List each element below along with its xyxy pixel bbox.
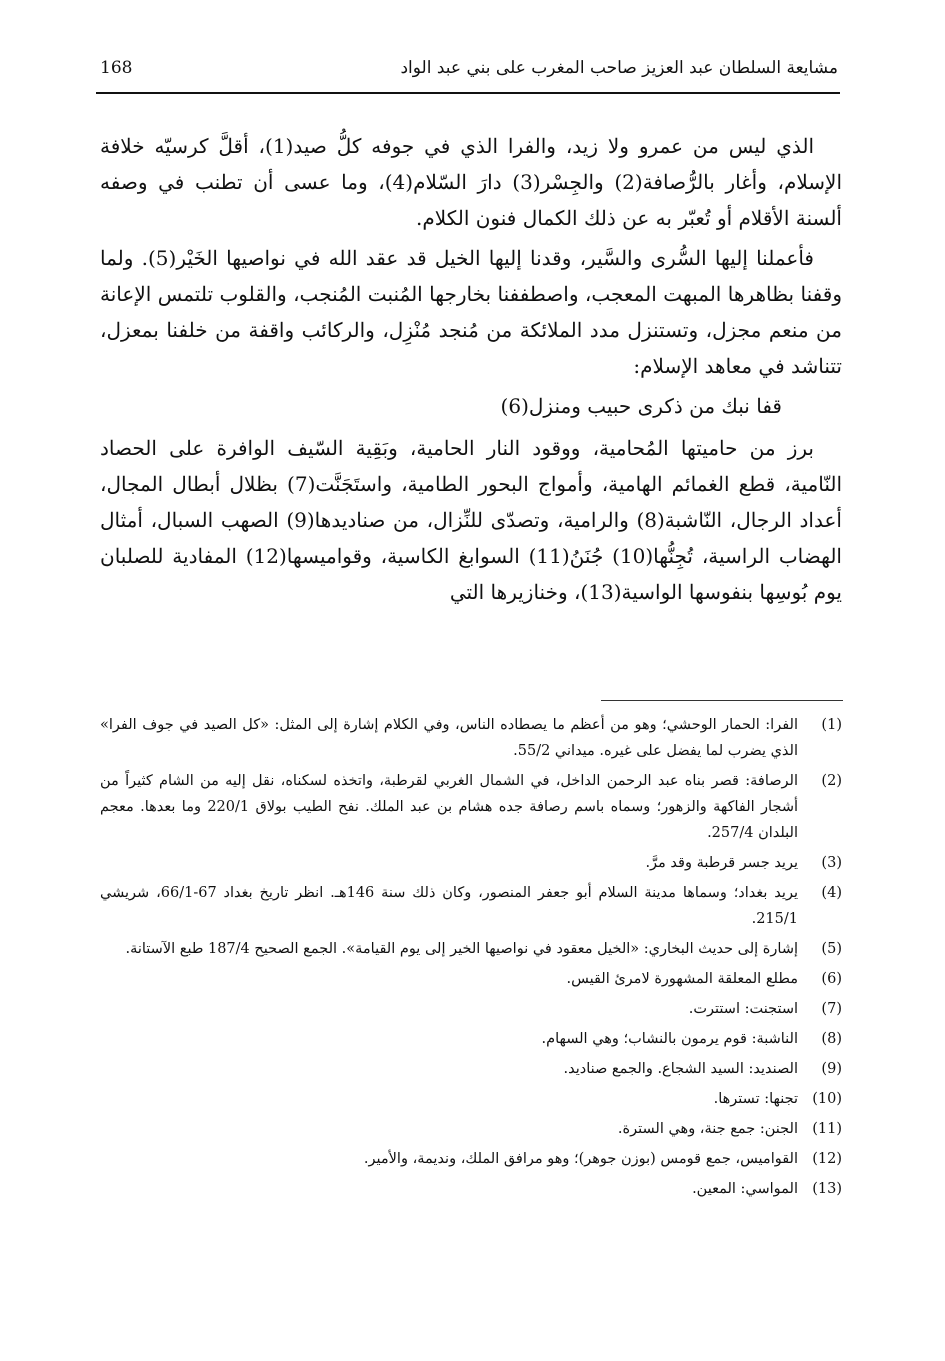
footnote-number: (12) [812,1151,842,1167]
footnote-text: الناشبة: قوم يرمون بالنشاب؛ وهي السهام. [541,1031,798,1047]
footnote-text: تجنها: تسترها. [713,1091,798,1107]
footnote [100,1056,842,1082]
body-paragraph: فأعملنا إليها السُّرى والسَّير، وقدنا إليها الخيل قد عقد الله في نواصيها الخَيْر(5). ولما وقفنا بظاهرها المبهت المعجب، واصطففنا بخارجها المُنبت المُنجب، والقلوب تلتمس الإعانة من منعم مجزل، وتستنزل مدد الملائكة من مُنجد مُنْزِل، والركائب واقفة من خلفنا بمعزل، تتناشد في معاهد الإسلام: [100,246,842,378]
footnote-number: (10) [812,1091,842,1107]
footnote [100,936,842,962]
footnote-number: (1) [821,717,842,733]
footnote-number: (5) [821,941,842,957]
footnote-text: إشارة إلى حديث البخاري: «الخيل معقود في نواصيها الخير إلى يوم القيامة». الجمع الصحيح 187/4 طبع الآستانة. [125,941,798,957]
main-text [100,128,842,614]
body-paragraph: الذي ليس من عمرو ولا زيد، والفرا الذي في جوفه كلُّ صيد(1)، أقلَّ كرسيّه خلافة الإسلام، وأغار بالرُّصافة(2) والجِسْر(3) دارَ السّلام(4)، وما عسى أن تطنب في وصفه ألسنة الأقلام أو تُعبّر به عن ذلك الكمال فنون الكلام. [100,134,843,230]
footnotes [100,712,842,1206]
footnote-text: استجنت: استترت. [688,1001,798,1017]
footnote [100,1026,842,1052]
page-header [96,50,840,94]
footnote-text: المواسي: المعين. [692,1181,798,1197]
footnote-number: (11) [812,1121,842,1137]
verse-line: قفا نبك من ذكرى حبيب ومنزل(6) [500,394,782,418]
footnote-separator [601,700,843,701]
footnote [100,850,842,876]
running-title: مشايعة السلطان عبد العزيز صاحب المغرب على بني عبد الواد [400,58,838,78]
footnote-text: يريد جسر قرطبة وقد مرَّ. [645,855,798,871]
footnote-text: الجنن: جمع جنة، وهي السترة. [617,1121,798,1137]
footnote-number: (6) [821,971,842,987]
footnote-number: (13) [812,1181,842,1197]
footnote-number: (4) [821,885,842,901]
footnote [100,1146,842,1172]
footnote-number: (7) [821,1001,842,1017]
footnote-text: يريد بغداد؛ وسماها مدينة السلام أبو جعفر المنصور، وكان ذلك سنة 146هـ. انظر تاريخ بغداد 67-66/1، شريشي 215/1. [100,885,798,927]
footnote-text: مطلع المعلقة المشهورة لامرئ القيس. [566,971,798,987]
footnote [100,1176,842,1202]
footnote [100,996,842,1022]
footnote-text: الصنديد: السيد الشجاع. والجمع صناديد. [563,1061,798,1077]
footnote-text: الفرا: الحمار الوحشي؛ وهو من أعظم ما يصطاده الناس، وفي الكلام إشارة إلى المثل: «كل الصيد في جوف الفرا» الذي يضرب لما يفضل على غيره. ميداني 55/2. [100,717,798,759]
footnote [100,966,842,992]
footnote [100,1086,842,1112]
footnote-number: (2) [821,773,842,789]
footnote-number: (9) [821,1061,842,1077]
footnote-text: القواميس، جمع قومس (بوزن جوهر)؛ وهو مرافق الملك، ونديمة، والأمير. [363,1151,798,1167]
footnote [100,768,842,846]
footnote [100,880,842,932]
body-paragraph: برز من حاميتها المُحامية، ووقود النار الحامية، وبَقِية السّيف الوافرة على الحصاد النّامية، قطع الغمائم الهامية، وأمواج البحور الطامية، واستَجَنَّت(7) بظلال أبطال المجال، أعداد الرجال، النّاشبة(8) والرامية، وتصدّى للنِّزال، من صناديدها(9) الصهب السبال، أمثال الهضاب الراسية، تُجِنُّها(10) جُنَنُ(11) السوابغ الكاسية، وقواميسها(12) المفادية للصلبان يوم بُوسِها بنفوسها الواسية(13)، وخنازيرها التي [100,436,843,604]
footnote-text: الرصافة: قصر بناه عبد الرحمن الداخل، في الشمال الغربي لقرطبة، واتخذه لسكناه، نقل إليه من الشام كثيراً من أشجار الفاكهة والزهور؛ وسماه باسم رصافة جده هشام بن عبد الملك. نفح الطيب بولاق 220/1 وما بعدها. معجم البلدان 257/4. [100,773,798,841]
footnote [100,1116,842,1142]
footnote [100,712,842,764]
page-number: 168 [100,58,133,78]
footnote-number: (8) [821,1031,842,1047]
footnote-number: (3) [821,855,842,871]
